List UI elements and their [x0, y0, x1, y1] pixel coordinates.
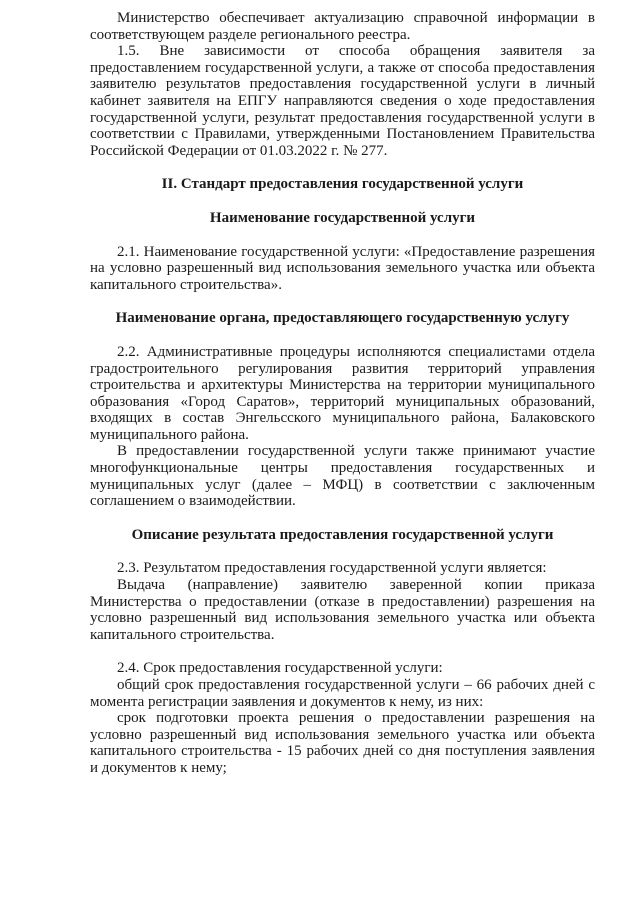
paragraph-2-2-mfc: В предоставлении государственной услуги также принимают участие многофункциональные центры предоставления государственных и муниципальных услуг (далее – МФЦ) в соответствии с заключенным соглашением о взаимодействии.	[90, 443, 595, 510]
paragraph-2-4-total: общий срок предоставления государственной услуги – 66 рабочих дней с момента регистрации заявления и документов к нему, из них:	[90, 677, 595, 710]
paragraph-1-5: 1.5. Вне зависимости от способа обращения заявителя за предоставлением государственной услуги, а также от способа предоставления заявителю результатов предоставления государственной услуги в личный кабинет заявителя на ЕПГУ направляются сведения о ходе предоставления государственной услуги, результат предоставления государственной услуги в соответствии с Правилами, утвержденными Постановлением Правительства Российской Федерации от 01.03.2022 г. № 277.	[90, 43, 595, 159]
paragraph-2-3-issue: Выдача (направление) заявителю заверенной копии приказа Министерства о предоставлении (отказе в предоставлении) разрешения на условно разрешенный вид использования земельного участка или объекта капитального строительства.	[90, 577, 595, 643]
heading-body-name: Наименование органа, предоставляющего государственную услугу	[115, 310, 570, 327]
heading-result: Описание результата предоставления государственной услуги	[131, 526, 554, 543]
heading-service-name: Наименование государственной услуги	[209, 209, 476, 226]
section-2-title: II. Стандарт предоставления государственной услуги	[161, 176, 524, 193]
paragraph-2-3: 2.3. Результатом предоставления государственной услуги является:	[117, 560, 547, 577]
paragraph-2-2: 2.2. Административные процедуры исполняются специалистами отдела градостроительного регулирования развития территорий управления строительства и архитектуры Министерства на территории муниципального образования «Город Саратов», территорий муниципальных образований, входящих в состав Энгельсского муниципального района, Балаковского муниципального района.	[90, 343, 595, 443]
paragraph-intro: Министерство обеспечивает актуализацию справочной информации в соответствующем разделе регионального реестра.	[90, 10, 595, 43]
paragraph-2-1: 2.1. Наименование государственной услуги: «Предоставление разрешения на условно разрешенный вид использования земельного участка или объекта капитального строительства».	[90, 243, 595, 293]
document-page	[90, 10, 595, 777]
paragraph-2-4-draft: срок подготовки проекта решения о предоставлении разрешения на условно разрешенный вид использования земельного участка или объекта капитального строительства - 15 рабочих дней со дня поступления заявления и документов к нему;	[90, 710, 595, 776]
paragraph-2-4: 2.4. Срок предоставления государственной услуги:	[117, 660, 443, 677]
